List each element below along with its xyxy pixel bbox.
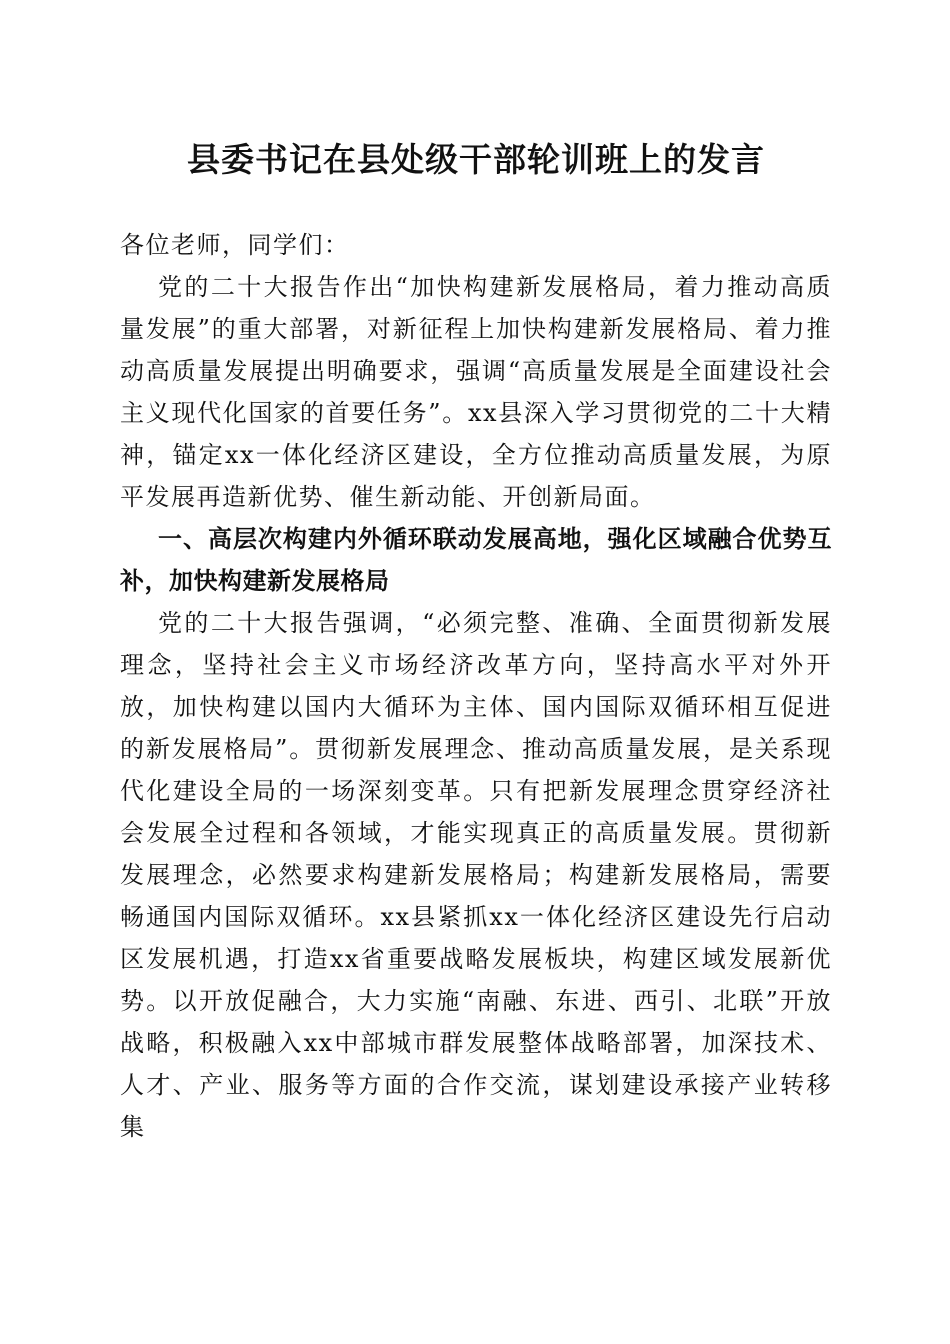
salutation: 各位老师，同学们：	[120, 231, 350, 259]
document-title: 县委书记在县处级干部轮训班上的发言	[187, 140, 765, 179]
paragraph-intro: 党的二十大报告作出“加快构建新发展格局，着力推动高质量发展”的重大部署，对新征程上加快构建新发展格局、着力推动高质量发展提出明确要求，强调“高质量发展是全面建设社会主义现代化国家的首要任务”。xx县深入学习贯彻党的二十大精神，锚定xx一体化经济区建设，全方位推动高质量发展，为原平发展再造新优势、催生新动能、开创新局面。	[120, 273, 832, 511]
document-body	[120, 224, 832, 1148]
section-heading-1: 一、高层次构建内外循环联动发展高地，强化区域融合优势互补，加快构建新发展格局	[120, 525, 832, 595]
paragraph-section-1: 党的二十大报告强调，“必须完整、准确、全面贯彻新发展理念，坚持社会主义市场经济改革方向，坚持高水平对外开放，加快构建以国内大循环为主体、国内国际双循环相互促进的新发展格局”。贯彻新发展理念、推动高质量发展，是关系现代化建设全局的一场深刻变革。只有把新发展理念贯穿经济社会发展全过程和各领域，才能实现真正的高质量发展。贯彻新发展理念，必然要求构建新发展格局；构建新发展格局，需要畅通国内国际双循环。xx县紧抓xx一体化经济区建设先行启动区发展机遇，打造xx省重要战略发展板块，构建区域发展新优势。以开放促融合，大力实施“南融、东进、西引、北联”开放战略，积极融入xx中部城市群发展整体战略部署，加深技术、人才、产业、服务等方面的合作交流，谋划建设承接产业转移集	[120, 609, 832, 1141]
